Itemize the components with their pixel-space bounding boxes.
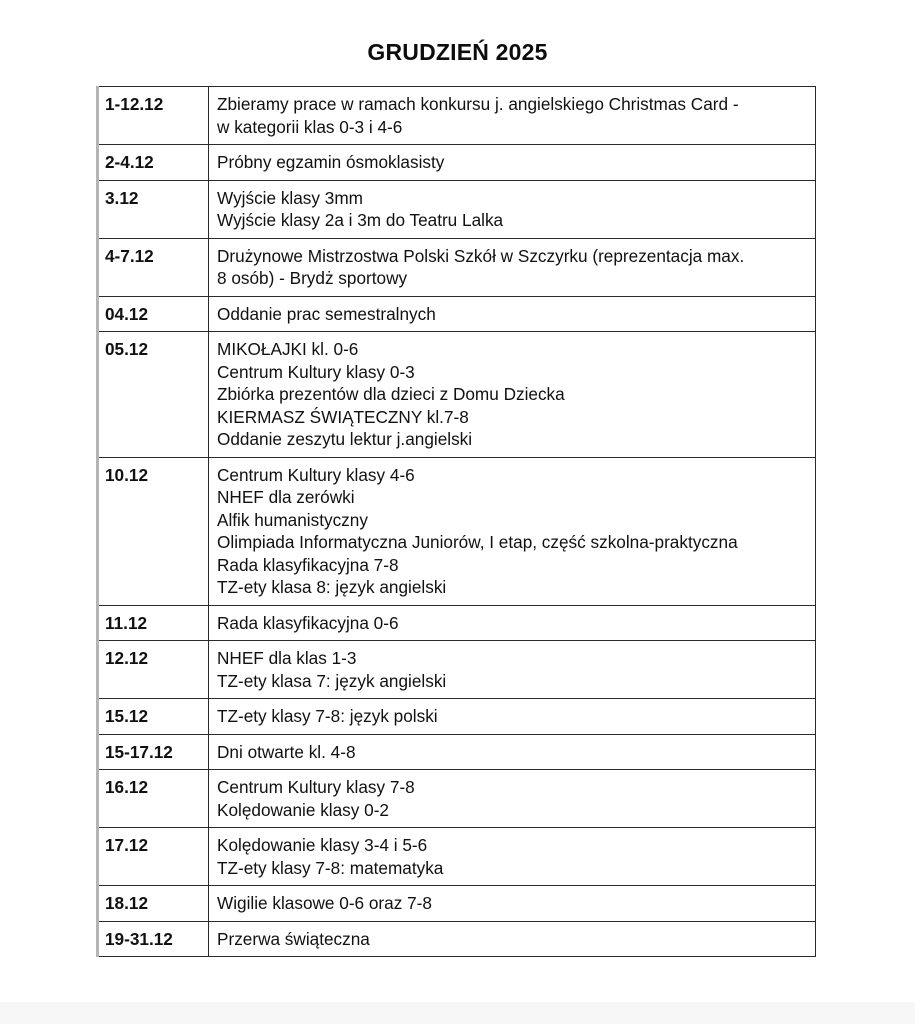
event-item: Olimpiada Informatyczna Juniorów, I etap, część szkolna-praktyczna: [217, 532, 738, 552]
event-list: [209, 770, 816, 828]
event-list: [209, 87, 816, 145]
schedule-row: [98, 886, 816, 922]
event-date: 15-17.12: [98, 734, 209, 770]
event-date: 16.12: [98, 770, 209, 828]
event-list: [209, 332, 816, 458]
event-date: 12.12: [98, 641, 209, 699]
event-item: 8 osób) - Brydż sportowy: [217, 268, 408, 288]
event-item: Drużynowe Mistrzostwa Polski Szkół w Szczyrku (reprezentacja max.: [217, 245, 745, 266]
schedule-row: [98, 699, 816, 735]
page-title: GRUDZIEŃ 2025: [367, 39, 548, 66]
event-item: TZ-ety klasy 7-8: matematyka: [217, 857, 444, 878]
event-list: [209, 457, 816, 605]
event-date: 15.12: [98, 699, 209, 735]
event-list: [209, 605, 816, 641]
event-item: KIERMASZ ŚWIĄTECZNY kl.7-8: [217, 406, 469, 427]
event-date: 10.12: [98, 457, 209, 605]
event-list: [209, 145, 816, 181]
schedule-row: [98, 87, 816, 145]
event-date: 11.12: [98, 605, 209, 641]
event-item: Oddanie prac semestralnych: [217, 303, 436, 324]
schedule-body: [98, 87, 816, 957]
event-list: [209, 921, 816, 957]
event-item: NHEF dla zerówki: [217, 487, 355, 507]
event-item: Wyjście klasy 2a i 3m do Teatru Lalka: [217, 210, 504, 230]
event-item: Dni otwarte kl. 4-8: [217, 741, 356, 762]
event-date: 19-31.12: [98, 921, 209, 957]
schedule-row: [98, 921, 816, 957]
event-list: [209, 641, 816, 699]
schedule-row: [98, 145, 816, 181]
event-date: 18.12: [98, 886, 209, 922]
schedule-row: [98, 605, 816, 641]
page-bottom-margin: [0, 1002, 915, 1024]
schedule-row: [98, 457, 816, 605]
event-date: 17.12: [98, 828, 209, 886]
event-date: 4-7.12: [98, 238, 209, 296]
event-item: TZ-ety klasa 7: język angielski: [217, 670, 447, 691]
event-item: MIKOŁAJKI kl. 0-6: [217, 339, 359, 359]
event-list: [209, 180, 816, 238]
schedule-row: [98, 828, 816, 886]
schedule-row: [98, 770, 816, 828]
event-list: [209, 238, 816, 296]
event-item: w kategorii klas 0-3 i 4-6: [217, 116, 403, 137]
schedule-row: [98, 734, 816, 770]
event-item: Wyjście klasy 3mm: [217, 187, 363, 208]
event-list: [209, 734, 816, 770]
schedule-table: [96, 86, 816, 957]
event-item: Wigilie klasowe 0-6 oraz 7-8: [217, 893, 432, 913]
event-item: Rada klasyfikacyjna 0-6: [217, 612, 399, 633]
schedule-row: [98, 332, 816, 458]
event-item: Centrum Kultury klasy 4-6: [217, 464, 415, 485]
event-item: Centrum Kultury klasy 0-3: [217, 361, 415, 382]
schedule-row: [98, 296, 816, 332]
event-date: 05.12: [98, 332, 209, 458]
event-date: 04.12: [98, 296, 209, 332]
event-item: TZ-ety klasa 8: język angielski: [217, 577, 447, 597]
event-date: 1-12.12: [98, 87, 209, 145]
event-item: Zbieramy prace w ramach konkursu j. angielskiego Christmas Card -: [217, 94, 739, 114]
event-item: Zbiórka prezentów dla dzieci z Domu Dziecka: [217, 384, 565, 404]
event-item: Alfik humanistyczny: [217, 509, 368, 530]
event-date: 2-4.12: [98, 145, 209, 181]
event-item: TZ-ety klasy 7-8: język polski: [217, 706, 438, 726]
event-item: Rada klasyfikacyjna 7-8: [217, 554, 399, 575]
event-item: Oddanie zeszytu lektur j.angielski: [217, 429, 473, 449]
event-item: Centrum Kultury klasy 7-8: [217, 777, 415, 797]
event-item: Kolędowanie klasy 3-4 i 5-6: [217, 835, 428, 855]
event-date: 3.12: [98, 180, 209, 238]
event-list: [209, 886, 816, 922]
event-item: NHEF dla klas 1-3: [217, 648, 357, 668]
event-item: Próbny egzamin ósmoklasisty: [217, 152, 445, 172]
event-item: Kolędowanie klasy 0-2: [217, 799, 389, 820]
schedule-row: [98, 238, 816, 296]
event-item: Przerwa świąteczna: [217, 928, 370, 949]
schedule-row: [98, 641, 816, 699]
schedule-row: [98, 180, 816, 238]
event-list: [209, 699, 816, 735]
event-list: [209, 296, 816, 332]
event-list: [209, 828, 816, 886]
